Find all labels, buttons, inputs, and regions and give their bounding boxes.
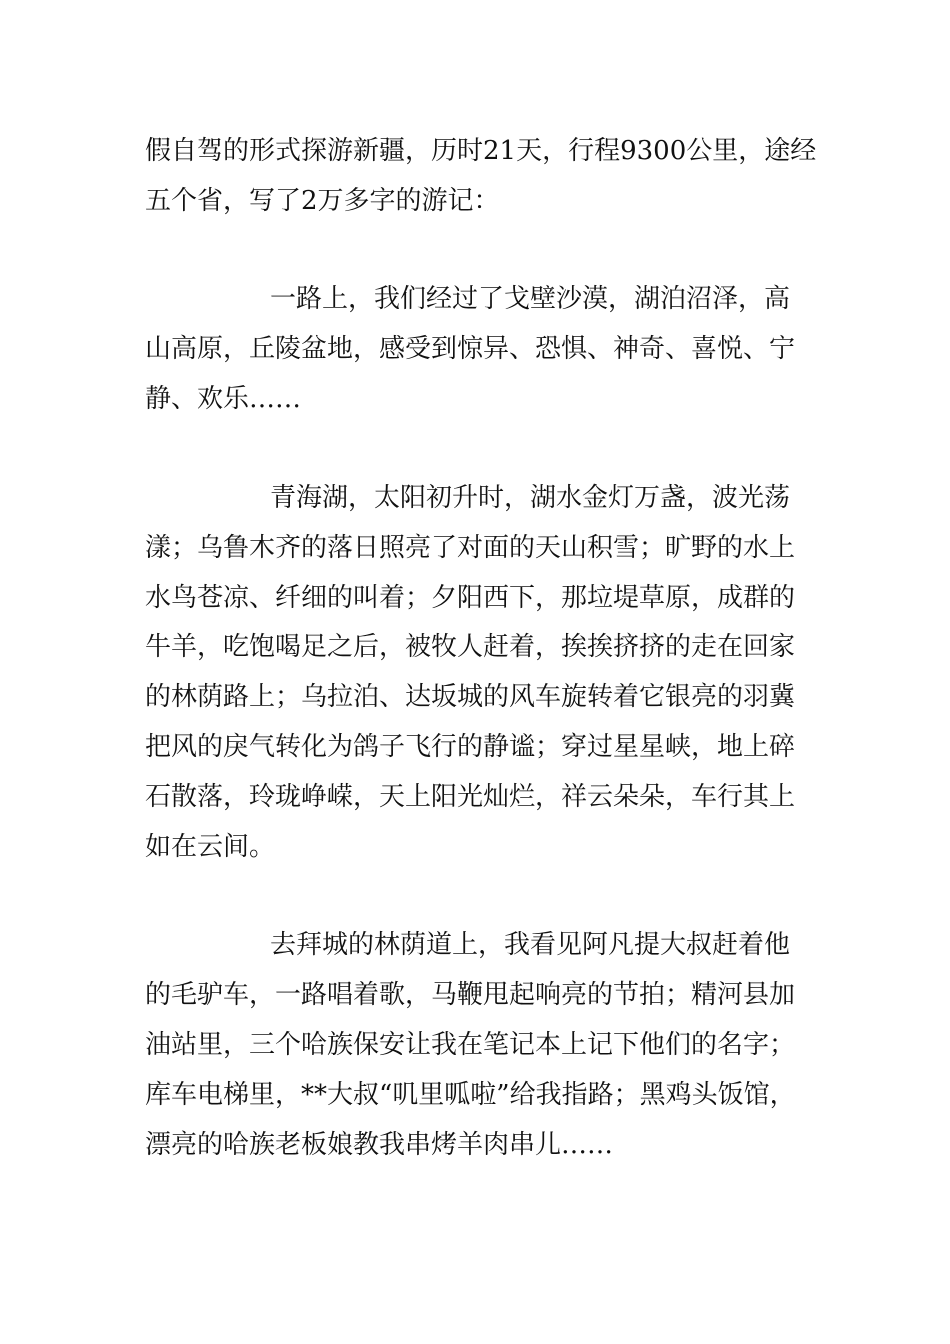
- text-line: 库车电梯里，**大叔“叽里呱啦”给我指路；黑鸡头饭馆，: [145, 1080, 796, 1110]
- text-line: 一路上，我们经过了戈壁沙漠，湖泊沼泽，高: [270, 284, 791, 314]
- text-line: 青海湖，太阳初升时，湖水金灯万盏，波光荡: [270, 483, 791, 513]
- text-line: 石散落，玲珑峥嵘，天上阳光灿烂，祥云朵朵，车行其上: [145, 782, 796, 812]
- text-line: 漂亮的哈族老板娘教我串烤羊肉串儿……: [145, 1130, 614, 1160]
- text-line: 山高原，丘陵盆地，感受到惊异、恐惧、神奇、喜悦、宁: [145, 334, 796, 364]
- text-line: 如在云间。: [145, 832, 276, 862]
- text-line: 漾；乌鲁木齐的落日照亮了对面的天山积雪；旷野的水上: [145, 533, 796, 563]
- text-line: 的林荫路上；乌拉泊、达坂城的风车旋转着它银亮的羽冀: [145, 682, 796, 712]
- text-line: 的毛驴车，一路唱着歌，马鞭甩起响亮的节拍；精河县加: [145, 980, 796, 1010]
- text-line: 去拜城的林荫道上，我看见阿凡提大叔赶着他: [270, 930, 791, 960]
- text-line: 水鸟苍凉、纤细的叫着；夕阳西下，那垃堤草原，成群的: [145, 583, 796, 613]
- text-line: 把风的戾气转化为鸽子飞行的静谧；穿过星星峡，地上碎: [145, 732, 796, 762]
- text-line: 假自驾的形式探游新疆，历时21天，行程9300公里，途经: [145, 136, 817, 166]
- text-line: 牛羊，吃饱喝足之后，被牧人赶着，挨挨挤挤的走在回家: [145, 632, 796, 662]
- text-line: 静、欢乐……: [145, 384, 302, 414]
- text-line: 油站里，三个哈族保安让我在笔记本上记下他们的名字；: [145, 1030, 796, 1060]
- text-line: 五个省，写了2万多字的游记：: [145, 186, 500, 216]
